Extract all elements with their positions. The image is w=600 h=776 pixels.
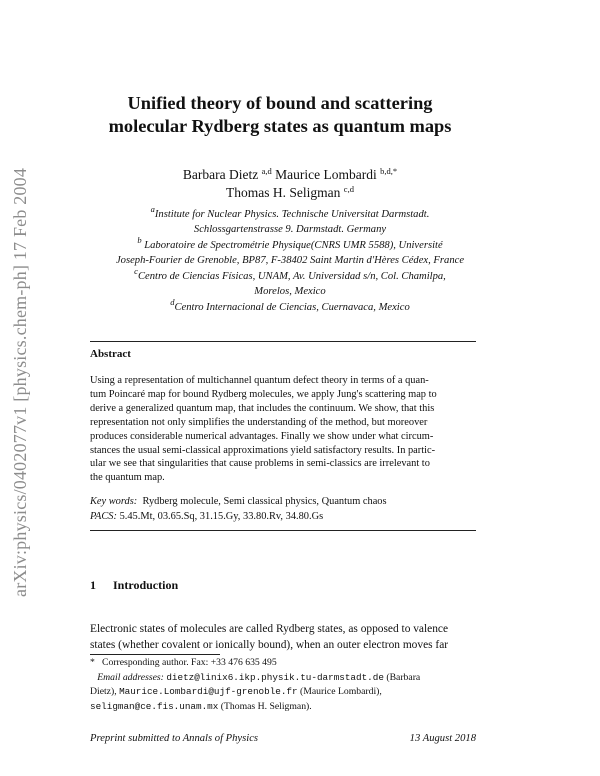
affiliation-c [80,266,500,299]
footnotes [90,656,490,714]
footnote-corresponding [90,656,490,671]
email-label: Email addresses: [97,671,164,683]
intro-line: Electronic states of molecules are called Rydberg states, as opposed to valence [90,623,449,635]
intro-line: states (whether covalent or ionically bound), when an outer electron moves far [90,639,449,651]
email-link-dietz[interactable]: dietz@linix6.ikp.physik.tu-darmstadt.de [166,671,384,683]
pacs-codes [90,511,323,522]
author-name: Thomas H. Seligman [226,185,341,200]
affiliation-line: Morelos, Mexico [254,286,326,297]
affiliation-line: Centro de Ciencias Físicas, UNAM, Av. Universidad s/n, Col. Chamilpa, [137,271,446,282]
abstract-top-rule [90,341,476,342]
author-affil-marks: c,d [343,184,354,194]
intro-paragraph [90,621,476,653]
author-name: Maurice Lombardi [275,167,377,182]
abstract-heading: Abstract [90,348,131,360]
keywords [90,496,387,507]
author-affil-marks: b,d,* [380,166,398,176]
authors-line-1 [100,166,480,184]
affiliation-line: Schlossgartenstrasse 9. Darmstadt. Germany [193,224,387,235]
affiliation-line: Centro Internacional de Ciencias, Cuernavaca, Mexico [174,302,410,313]
affiliation-line: Institute for Nuclear Physics. Technische Universitat Darmstadt. [154,209,430,220]
pacs-label: PACS: [90,511,117,522]
affiliation-mark: a [150,204,155,214]
section-title: Introduction [113,578,179,592]
footnote-emails-line-2 [90,685,490,700]
affiliations [80,204,500,316]
abstract-line: derive a generalized quantum map, that includes the continuum. We show, that this [90,402,435,414]
title-line-1: Unified theory of bound and scattering [127,93,433,113]
footnote-star: * [90,657,95,668]
abstract-line: representation not only simplifies the understanding of the method, but moreover [90,416,428,428]
affiliation-d [80,297,500,315]
email-owner: (Barbara [386,671,421,683]
abstract-line: Using a representation of multichannel quantum defect theory in terms of a quan- [90,375,429,386]
affiliation-mark: c [134,266,138,276]
affiliation-mark: b [137,235,142,245]
affiliation-b [80,235,500,268]
email-link-seligman[interactable]: seligman@ce.fis.unam.mx [90,700,219,712]
paper-title [60,92,500,138]
affiliation-line: Laboratoire de Spectrométrie Physique(CNRS UMR 5588), Université [144,240,443,251]
email-owner: (Thomas H. Seligman). [220,700,312,712]
abstract-line: stances the usual semi-classical approximations yield satisfactory results. In partic- [90,444,436,456]
section-heading [90,578,178,593]
title-line-2: molecular Rydberg states as quantum maps [108,116,452,136]
preprint-note: Preprint submitted to Annals of Physics [90,733,259,744]
abstract-body [90,374,476,485]
author-name: Barbara Dietz [182,167,259,182]
abstract-bottom-rule [90,530,476,531]
footnote-rule [90,654,220,655]
footer-date: 13 August 2018 [409,733,476,744]
keywords-value: Rydberg molecule, Semi classical physics, Quantum chaos [142,496,387,507]
author-affil-marks: a,d [261,166,272,176]
section-number: 1 [90,578,96,592]
abstract-line: produces considerable numerical advantages. Finally we show under what circum- [90,430,434,442]
footnote-emails-line-1 [90,671,490,686]
email-owner: (Maurice Lombardi), [300,686,382,697]
keywords-label: Key words: [90,496,138,507]
email-link-lombardi[interactable]: Maurice.Lombardi@ujf-grenoble.fr [119,686,298,697]
footnote-emails-line-3 [90,700,490,715]
affiliation-mark: d [170,297,175,307]
author-list [100,166,480,202]
affiliation-line: Joseph-Fourier de Grenoble, BP87, F-38402 Saint Martin d'Hères Cédex, France [115,255,465,266]
arxiv-stamp: arXiv:physics/0402077v1 [physics.chem-ph] 17 Feb 2004 [10,167,30,597]
abstract-line: tum Poincaré map for bound Rydberg molecules, we apply Jung's scattering map to [90,388,437,400]
email-owner: Dietz), [90,686,117,697]
abstract-line: the quantum map. [90,472,165,484]
affiliation-a [80,204,500,237]
pacs-value: 5.45.Mt, 03.65.Sq, 31.15.Gy, 33.80.Rv, 34.80.Gs [119,511,324,522]
abstract-line: ular we see that singularities that cause problems in semi-classics are irrelevant to [90,458,430,470]
authors-line-2 [100,184,480,202]
corresponding-text: Corresponding author. Fax: +33 476 635 495 [102,657,277,668]
